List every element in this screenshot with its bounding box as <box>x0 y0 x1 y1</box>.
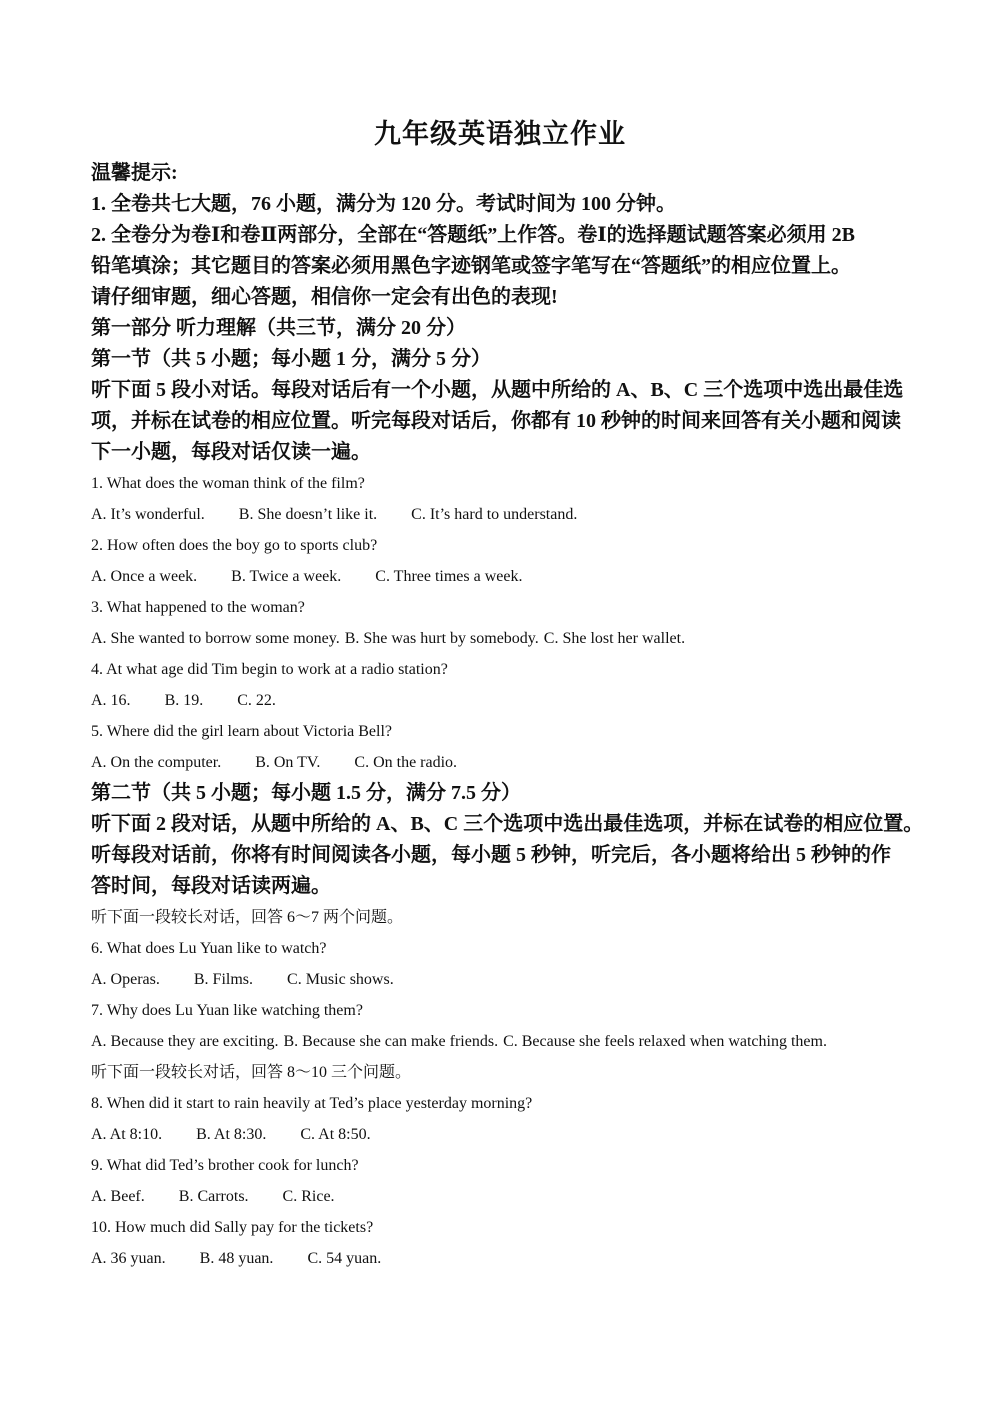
options-7 <box>91 1026 931 1057</box>
section2-instruction: 听每段对话前，你将有时间阅读各小题，每小题 5 秒钟，听完后，各小题将给出 5 秒钟的作 <box>91 844 891 866</box>
question-5: 5. Where did the girl learn about Victoria Bell? <box>91 723 393 740</box>
option-b: B. Twice a week. <box>231 568 342 585</box>
part1-heading: 第一部分 听力理解（共三节，满分 20 分） <box>91 317 466 339</box>
option-a: A. Once a week. <box>91 568 198 585</box>
question-4: 4. At what age did Tim begin to work at a radio station? <box>91 661 448 678</box>
option-c: C. 22. <box>237 692 276 709</box>
option-b: B. Carrots. <box>178 1188 249 1205</box>
options-5 <box>91 747 931 778</box>
section2-instruction: 答时间，每段对话读两遍。 <box>91 875 331 897</box>
option-c: C. Music shows. <box>287 971 394 988</box>
question-6: 6. What does Lu Yuan like to watch? <box>91 940 327 957</box>
option-b: B. 48 yuan. <box>199 1250 274 1267</box>
section2-heading: 第二节（共 5 小题；每小题 1.5 分，满分 7.5 分） <box>91 782 521 804</box>
dialog-intro: 听下面一段较长对话，回答 6～7 两个问题。 <box>91 909 404 926</box>
tips-line-2b: 铅笔填涂；其它题目的答案必须用黑色字迹钢笔或签字笔写在“答题纸”的相应位置上。 <box>91 255 851 277</box>
tips-line-1: 1. 全卷共七大题，76 小题，满分为 120 分。考试时间为 100 分钟。 <box>91 193 676 215</box>
options-4 <box>91 685 931 716</box>
tips-line-2a: 2. 全卷分为卷Ⅰ和卷Ⅱ两部分，全部在“答题纸”上作答。卷Ⅰ的选择题试题答案必须用 2B <box>91 224 855 246</box>
question-1: 1. What does the woman think of the film? <box>91 475 365 492</box>
options-1 <box>91 499 931 530</box>
option-c: C. 54 yuan. <box>307 1250 382 1267</box>
dialog-intro: 听下面一段较长对话，回答 8～10 三个问题。 <box>91 1064 412 1081</box>
option-a: A. She wanted to borrow some money. <box>91 630 340 647</box>
option-c: C. On the radio. <box>354 754 458 771</box>
option-b: B. On TV. <box>255 754 321 771</box>
option-c: C. Because she feels relaxed when watching them. <box>503 1033 827 1050</box>
option-c: C. At 8:50. <box>300 1126 371 1143</box>
options-2 <box>91 561 931 592</box>
section1-instruction: 项，并标在试卷的相应位置。听完每段对话后，你都有 10 秒钟的时间来回答有关小题和阅读 <box>91 410 901 432</box>
option-b: B. At 8:30. <box>196 1126 267 1143</box>
question-2: 2. How often does the boy go to sports club? <box>91 537 378 554</box>
option-b: B. Because she can make friends. <box>283 1033 499 1050</box>
section2-instruction: 听下面 2 段对话，从题中所给的 A、B、C 三个选项中选出最佳选项，并标在试卷的相应位置。 <box>91 813 924 835</box>
option-c: C. She lost her wallet. <box>543 630 686 647</box>
section1-instruction: 听下面 5 段小对话。每段对话后有一个小题，从题中所给的 A、B、C 三个选项中选出最佳选 <box>91 379 904 401</box>
options-9 <box>91 1181 931 1212</box>
option-a: A. Operas. <box>91 971 160 988</box>
option-a: A. It’s wonderful. <box>91 506 205 523</box>
question-8: 8. When did it start to rain heavily at Ted’s place yesterday morning? <box>91 1095 533 1112</box>
options-10 <box>91 1243 931 1274</box>
tips-heading: 温馨提示: <box>91 162 178 184</box>
option-b: B. She doesn’t like it. <box>238 506 378 523</box>
option-b: B. 19. <box>164 692 204 709</box>
option-b: B. Films. <box>193 971 254 988</box>
question-7: 7. Why does Lu Yuan like watching them? <box>91 1002 363 1019</box>
exam-content <box>91 158 931 1274</box>
option-b: B. She was hurt by somebody. <box>344 630 539 647</box>
option-c: C. It’s hard to understand. <box>411 506 578 523</box>
options-3 <box>91 623 931 654</box>
options-6 <box>91 964 931 995</box>
section1-instruction: 下一小题，每段对话仅读一遍。 <box>91 441 371 463</box>
option-a: A. Beef. <box>91 1188 145 1205</box>
option-a: A. On the computer. <box>91 754 222 771</box>
page-title: 九年级英语独立作业 <box>374 119 626 149</box>
option-a: A. 16. <box>91 692 131 709</box>
question-9: 9. What did Ted’s brother cook for lunch? <box>91 1157 359 1174</box>
tips-line-3: 请仔细审题，细心答题，相信你一定会有出色的表现! <box>91 286 558 308</box>
option-a: A. Because they are exciting. <box>91 1033 279 1050</box>
question-10: 10. How much did Sally pay for the tickets? <box>91 1219 374 1236</box>
option-a: A. At 8:10. <box>91 1126 163 1143</box>
section1-heading: 第一节（共 5 小题；每小题 1 分，满分 5 分） <box>91 348 491 370</box>
option-c: C. Rice. <box>282 1188 335 1205</box>
options-8 <box>91 1119 931 1150</box>
option-a: A. 36 yuan. <box>91 1250 166 1267</box>
question-3: 3. What happened to the woman? <box>91 599 305 616</box>
option-c: C. Three times a week. <box>375 568 523 585</box>
